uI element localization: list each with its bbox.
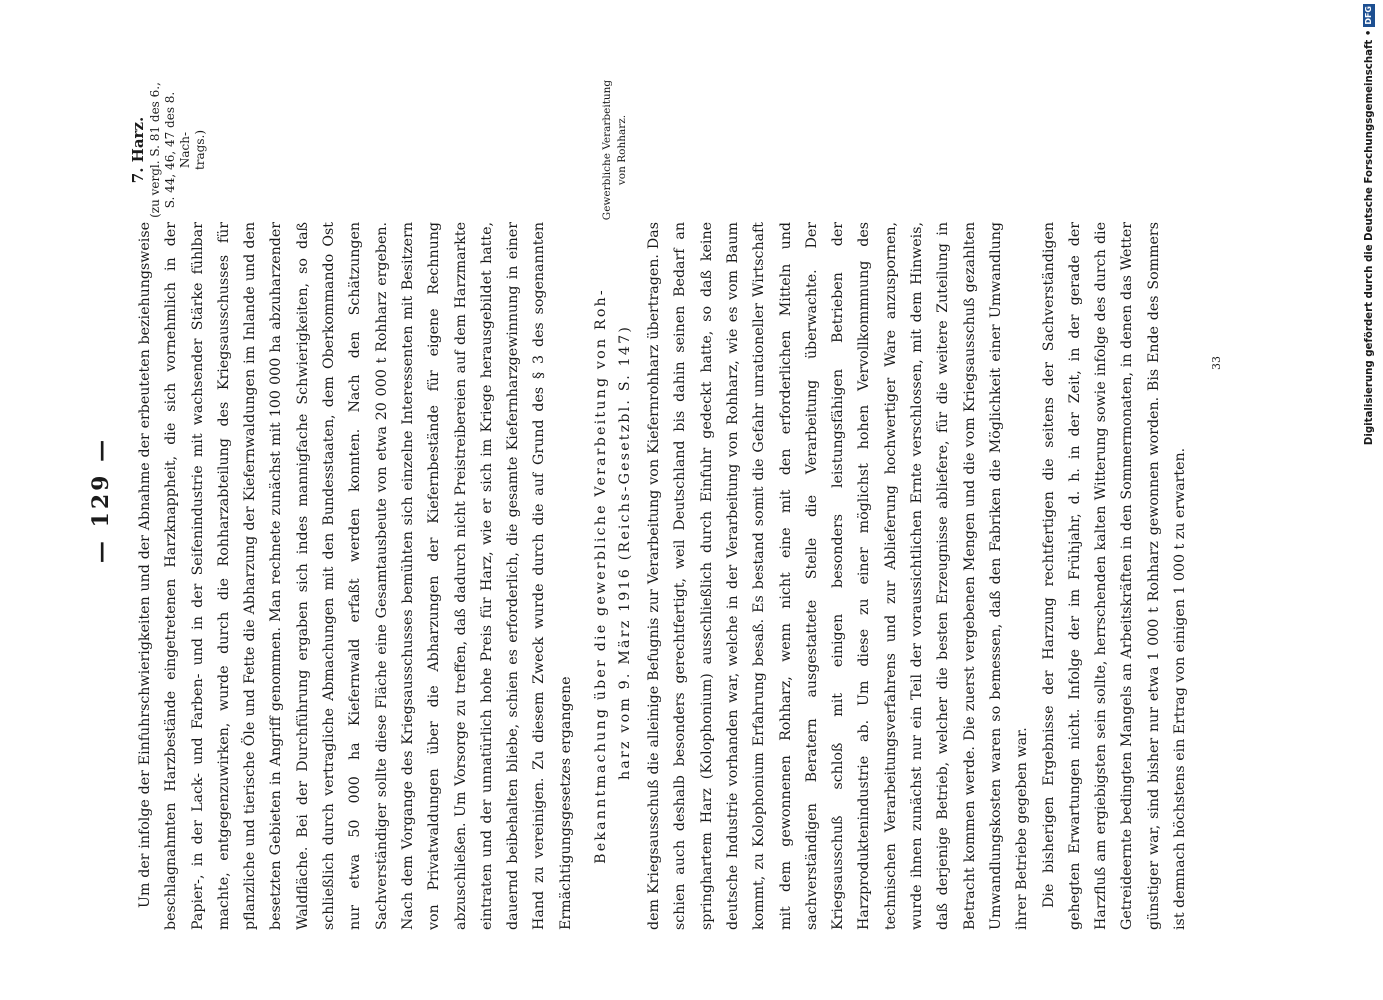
notice-title <box>589 222 637 930</box>
margin-note-line-2: von Rohharz. <box>616 114 628 186</box>
paragraph-transfer: dem Kriegsausschuß die alleinige Befugnis zur Verarbeitung von Kiefernrohharz übertragen. Das schien auch deshalb besonders gerechtfertigt, weil Deutschland bis dahin seinen Bedarf an springhartem Harz (Kolophonium) ausschließlich durch Einfuhr gedeckt hatte, so daß keine deutsche Industrie vorhanden war, welche in der Verarbeitung von Rohharz, wie es vom Baum kommt, zu Kolophonium Erfahrung besaß. Es bestand somit die Gefahr unrationeller Wirtschaft mit dem gewonnenen Rohharz, wenn nicht eine mit den erforderlichen Mitteln und sachverständigen Beratern ausgestattete Stelle die Verarbeitung überwachte. Der Kriegsausschuß schloß mit einigen besonders leistungsfähigen Betrieben der Harzproduktenindustrie ab. Um diese zu einer möglichst hohen Vervollkommnung des technischen Verarbeitungsverfahrens und zur Ablieferung hochwertiger Ware anzuspornen, wurde ihnen zunächst nur ein Teil der voraussichtlichen Ernte verschlossen, mit dem Hinweis, daß derjenige Betrieb, welcher die besten Erzeugnisse abliefere, für die weitere Zuteilung in Betracht kommen werde. Die zuerst vergebenen Mengen und die vom Kriegsausschuß gezahlten Umwandlungskosten waren so bemessen, daß den Fabriken die Möglichkeit einer Umwandlung ihrer Betriebe gegeben war. <box>646 222 1031 930</box>
digitization-footer <box>1363 4 1375 996</box>
paragraph-intro: Um der infolge der Einfuhrschwierigkeiten und der Abnahme der erbeuteten beziehungsweise beschlagnahmten Harzbestände eingetretenen Harzknappheit, die sich vornehmlich in der Papier-, in der Lack- und Farben- und in der Seifenindustrie mit wachsender Stärke fühlbar machte, entgegenzuwirken, wurde durch die Rohharzabteilung des Kriegsausschusses für pflanzliche und tierische Öle und Fette die Abharzung der Kiefernwaldungen im Inlande und den besetzten Gebieten in Angriff genommen. Man rechnete zunächst mit 100 000 ha abzuharzender Waldfläche. Bei der Durchführung ergaben sich indes mannigfache Schwierigkeiten, so daß schließlich durch vertragliche Abmachungen mit den Bundesstaaten, dem Oberkommando Ost nur etwa 50 000 ha Kiefernwald erfaßt werden konnten. Nach den Schätzungen Sachverständiger sollte diese Fläche eine Gesamtausbeute von etwa 20 000 t Rohharz ergeben. Nach dem Vorgange des Kriegsausschusses bemühten sich einzelne Interessenten mit Besitzern von Privatwaldungen über die Abharzungen der Kiefernbestände für eigene Rechnung abzuschließen. Um Vorsorge zu treffen, daß dadurch nicht Preistreibereien auf dem Harzmarkte eintraten und der unnatürlich hohe Preis für Harz, wie er sich im Kriege herausgebildet hatte, dauernd beibehalten bliebe, schien es erforderlich, die gesamte Kiefernharzgewinnung in einer Hand zu vereinigen. Zu diesem Zweck wurde durch die auf Grund des § 3 des sogenannten Ermächtigungsgesetzes ergangene <box>137 222 574 930</box>
paragraph-results: Die bisherigen Ergebnisse der Harzung rechtfertigen die seitens der Sachverständigen gehegten Erwartungen nicht. Infolge der im Frühjahr, d. h. in der Zeit, in der gerade der Harzfluß am ergiebigsten sein sollte, herrschenden kalten Witterung sowie infolge des durch die Getreideernte bedingten Mangels an Arbeitskräften in den Sommermonaten, in denen das Wetter günstiger war, sind bisher nur etwa 1 000 t Rohharz gewonnen worden. Bis Ende des Sommers ist demnach höchstens ein Ertrag von einigen 1 000 t zu erwarten. <box>1040 222 1188 930</box>
reference-line-1: (zu vergl. S. 81 des 6., <box>148 82 162 218</box>
notice-title-line-1: Bekanntmachung über die gewerbliche Verarbeitung von Roh- <box>593 288 610 864</box>
margin-note-line-1: Gewerbliche Verarbeitung <box>601 79 613 221</box>
reference-line-2: S. 44, 46, 47 des 8. Nach- <box>163 91 192 209</box>
page-number: — 129 — <box>88 436 114 564</box>
sheet-number: 33 <box>1210 356 1223 370</box>
side-column <box>130 75 208 225</box>
section-heading: 7. Harz. <box>129 116 147 184</box>
margin-note <box>600 75 630 225</box>
reference-line-3: trags.) <box>193 129 207 171</box>
notice-title-line-2: harz vom 9. März 1916 (Reichs-Gesetzbl. S. 147) <box>617 324 634 780</box>
digitization-text: Digitalisierung gefördert durch die Deutsche Forschungsgemeinschaft • <box>1363 29 1375 446</box>
dfg-logo-icon: DFG <box>1364 6 1373 25</box>
main-text-column <box>132 222 1193 930</box>
